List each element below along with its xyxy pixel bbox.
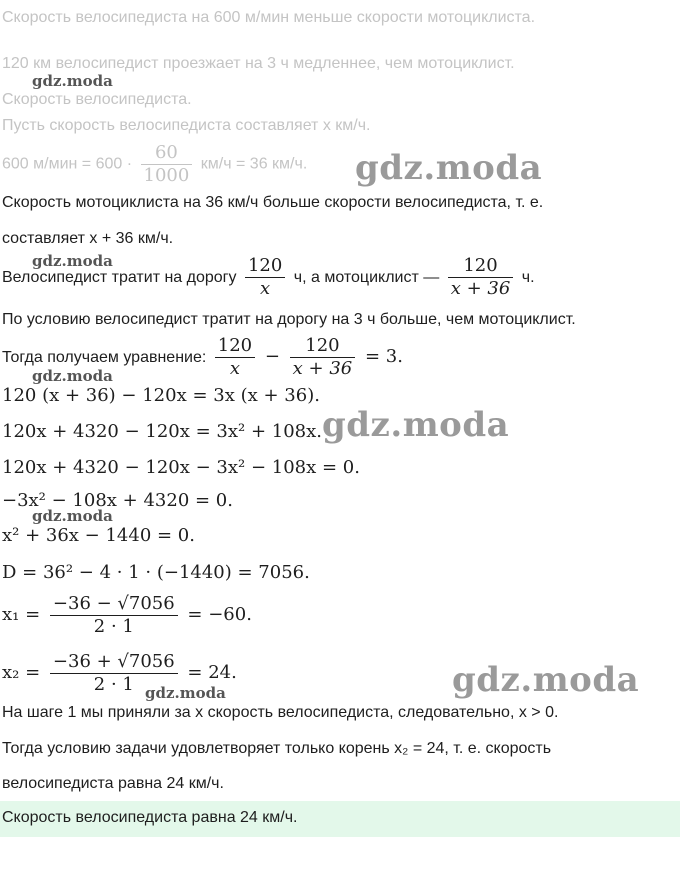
watermark-big: gdz.moda [322, 405, 510, 445]
step-divide: x² + 36x − 1440 = 0. [2, 525, 195, 546]
step-open: 120x + 4320 − 120x = 3x² + 108x. [2, 421, 322, 442]
watermark-big: gdz.moda [452, 660, 640, 700]
fraction-denominator: 2 · 1 [93, 616, 134, 638]
moto-speed-line-2: составляет x + 36 км/ч. [2, 230, 174, 247]
conversion-left: 600 м/мин = 600 · [2, 155, 137, 173]
step-move: 120x + 4320 − 120x − 3x² − 108x = 0. [2, 457, 360, 478]
root-2-value: = 24. [181, 662, 237, 683]
time-fraction-bike [245, 255, 285, 300]
equation-intro: Тогда получаем уравнение: [2, 349, 211, 366]
time-text-1: Велосипедист тратит на дорогу [2, 269, 241, 286]
fraction-numerator: −36 + √7056 [50, 651, 178, 674]
equation-rhs: = 3. [359, 346, 403, 367]
fraction-numerator: 60 [141, 142, 193, 165]
watermark-small: gdz.moda [32, 367, 113, 385]
watermark-big: gdz.moda [355, 148, 543, 188]
equation-fraction-1 [215, 335, 255, 380]
step-expand: 120 (x + 36) − 120x = 3x (x + 36). [2, 385, 320, 406]
conversion-line [2, 142, 307, 187]
root-1-fraction [50, 593, 178, 638]
fraction-denominator: x [260, 278, 271, 300]
time-text-3: ч. [517, 269, 535, 286]
condition-diff-line: По условию велосипедист тратит на дорогу на 3 ч больше, чем мотоциклист. [2, 311, 576, 328]
step-simplify: −3x² − 108x + 4320 = 0. [2, 490, 233, 511]
fraction-denominator: 1000 [143, 165, 190, 186]
root-1-line [2, 588, 252, 643]
fraction-numerator: 120 [448, 255, 514, 278]
condition-line-1: Скорость велосипедиста на 600 м/мин меньше скорости мотоциклиста. [2, 9, 536, 26]
conversion-right: км/ч = 36 км/ч. [196, 155, 308, 173]
time-fraction-moto [448, 255, 514, 300]
watermark-small: gdz.moda [32, 72, 113, 90]
answer-box [0, 801, 680, 837]
time-text-2: ч, а мотоциклист — [289, 269, 444, 286]
fraction-denominator: x + 36 [292, 358, 353, 380]
conclusion-line-1: На шаге 1 мы приняли за x скорость велосипедиста, следовательно, x > 0. [2, 704, 559, 721]
fraction-numerator: 120 [215, 335, 255, 358]
conversion-fraction [141, 142, 193, 187]
root-1-value: = −60. [181, 604, 252, 625]
answer-text: Скорость велосипедиста равна 24 км/ч. [2, 809, 298, 826]
root-2-label: x₂ = [2, 662, 46, 683]
watermark-small: gdz.moda [32, 252, 113, 270]
root-1-label: x₁ = [2, 604, 46, 625]
fraction-denominator: 2 · 1 [93, 674, 134, 696]
fraction-denominator: x + 36 [450, 278, 511, 300]
discriminant-line: D = 36² − 4 · 1 · (−1440) = 7056. [2, 562, 310, 583]
fraction-denominator: x [229, 358, 241, 380]
fraction-numerator: 120 [245, 255, 285, 278]
question-line: Скорость велосипедиста. [2, 91, 192, 108]
moto-speed-line: Скорость мотоциклиста на 36 км/ч больше скорости велосипедиста, т. е. [2, 194, 544, 211]
let-line: Пусть скорость велосипедиста составляет x км/ч. [2, 117, 371, 134]
watermark-small: gdz.moda [32, 507, 113, 525]
fraction-numerator: 120 [290, 335, 356, 358]
watermark-small: gdz.moda [145, 684, 226, 702]
equation-fraction-2 [290, 335, 356, 380]
equation-minus: − [259, 346, 286, 367]
conclusion-line-2: Тогда условию задачи удовлетворяет только корень x₂ = 24, т. е. скорость [2, 740, 552, 757]
condition-line-2: 120 км велосипедист проезжает на 3 ч медленнее, чем мотоциклист. [2, 55, 515, 72]
conclusion-line-3: велосипедиста равна 24 км/ч. [2, 775, 224, 792]
fraction-numerator: −36 − √7056 [50, 593, 178, 616]
